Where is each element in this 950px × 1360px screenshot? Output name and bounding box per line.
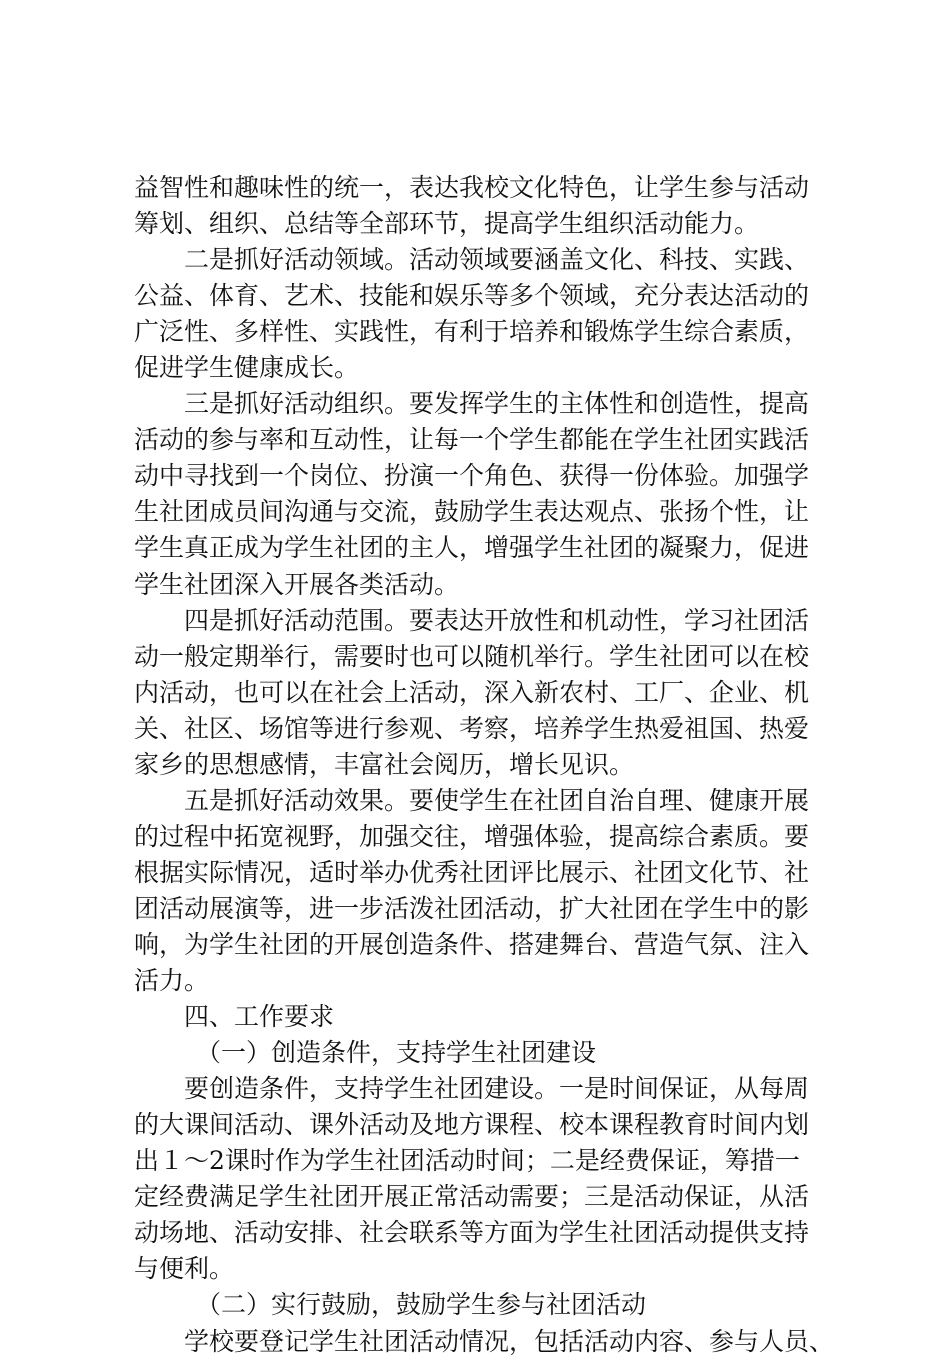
subsection-heading: （一）创造条件，支持学生社团建设 — [196, 1038, 597, 1068]
body-line: 生社团成员间沟通与交流，鼓励学生表达观点、张扬个性，让 — [134, 497, 810, 527]
body-line: 的过程中拓宽视野，加强交往，增强体验，提高综合素质。要 — [134, 821, 810, 851]
body-line: 活力。 — [134, 966, 210, 996]
section-heading: 四、工作要求 — [184, 1002, 335, 1032]
document-body — [134, 170, 835, 1360]
body-line: 益智性和趣味性的统一，表达我校文化特色，让学生参与活动 — [134, 173, 810, 202]
paragraph-start-line: 四是抓好活动范围。要表达开放性和机动性，学习社团活 — [184, 605, 810, 635]
body-line: 家乡的思想感情，丰富社会阅历，增长见识。 — [134, 749, 635, 779]
body-line: 动一般定期举行，需要时也可以随机举行。学生社团可以在校 — [134, 641, 810, 671]
body-line: 广泛性、多样性、实践性，有利于培养和锻炼学生综合素质， — [134, 317, 810, 347]
body-line: 与便利。 — [134, 1254, 235, 1284]
body-line: 内活动，也可以在社会上活动，深入新农村、工厂、企业、机 — [134, 677, 810, 707]
paragraph-start-line: 二是抓好活动领域。活动领域要涵盖文化、科技、实践、 — [184, 245, 810, 275]
body-line: 出１～2课时作为学生社团活动时间；二是经费保证，筹措一 — [134, 1146, 800, 1176]
subsection-heading: （二）实行鼓励，鼓励学生参与社团活动 — [196, 1290, 647, 1320]
body-line: 关、社区、场馆等进行参观、考察，培养学生热爱祖国、热爱 — [134, 713, 810, 743]
body-line: 学生真正成为学生社团的主人，增强学生社团的凝聚力，促进 — [134, 533, 810, 563]
body-line: 响，为学生社团的开展创造条件、搭建舞台、营造气氛、注入 — [134, 929, 810, 959]
body-line: 筹划、组织、总结等全部环节，提高学生组织活动能力。 — [134, 209, 760, 239]
body-line: 动中寻找到一个岗位、扮演一个角色、获得一份体验。加强学 — [134, 461, 810, 491]
paragraph-start-line: 五是抓好活动效果。要使学生在社团自治自理、健康开展 — [184, 785, 810, 815]
body-line: 根据实际情况，适时举办优秀社团评比展示、社团文化节、社 — [134, 857, 810, 887]
body-line: 动场地、活动安排、社会联系等方面为学生社团活动提供支持 — [134, 1218, 810, 1248]
body-line: 学生社团深入开展各类活动。 — [134, 569, 460, 599]
body-line: 的大课间活动、课外活动及地方课程、校本课程教育时间内划 — [134, 1110, 810, 1140]
body-line: 公益、体育、艺术、技能和娱乐等多个领域，充分表达活动的 — [134, 281, 810, 311]
paragraph-start-line: 三是抓好活动组织。要发挥学生的主体性和创造性，提高 — [184, 389, 810, 419]
body-line: 活动的参与率和互动性，让每一个学生都能在学生社团实践活 — [134, 425, 810, 455]
body-line: 团活动展演等，进一步活泼社团活动，扩大社团在学生中的影 — [134, 893, 810, 923]
paragraph-start-line: 要创造条件，支持学生社团建设。一是时间保证，从每周 — [184, 1074, 810, 1104]
paragraph-start-line: 学校要登记学生社团活动情况，包括活动内容、参与人员、 — [184, 1326, 835, 1356]
body-line: 定经费满足学生社团开展正常活动需要；三是活动保证，从活 — [134, 1182, 810, 1212]
body-line: 促进学生健康成长。 — [134, 353, 360, 383]
